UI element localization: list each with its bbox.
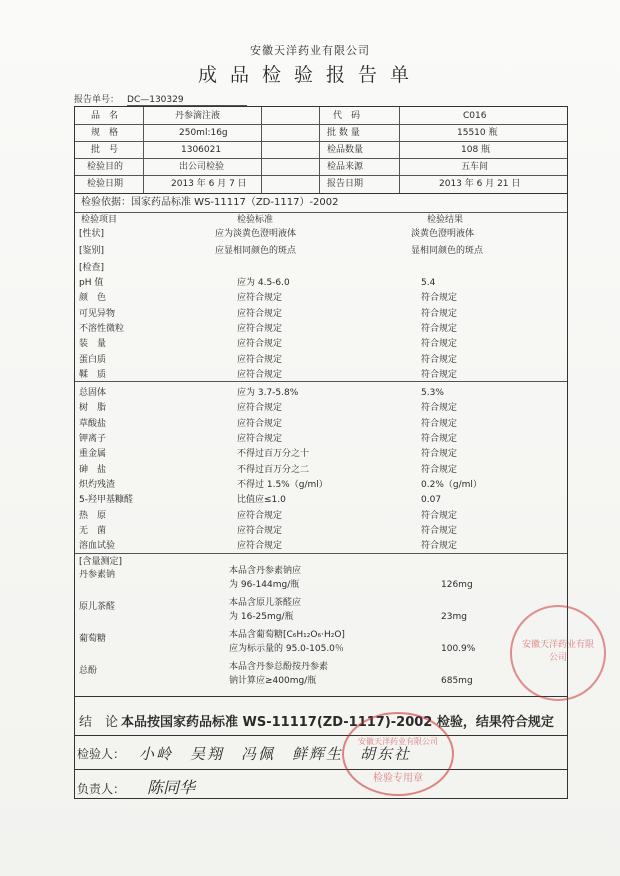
check-standard: 应符合规定 [237,525,283,536]
assay-result: 126mg [441,580,473,590]
assay-standard2: 钠计算应≥400mg/瓶 [229,676,317,686]
assay-result: 685mg [441,676,473,686]
check-result: 符合规定 [421,369,458,380]
section-properties: [性状] [79,229,105,239]
section-assay: [含量测定] [79,557,123,567]
check-standard: 应符合规定 [237,434,283,444]
col-item: 检验项目 [81,215,118,225]
ident-standard: 应显相同颜色的斑点 [215,246,297,256]
check-result: 符合规定 [421,323,458,334]
assay-item: 总酚 [79,666,98,676]
sample-label: 检品数量 [327,145,364,155]
check-item: 炽灼残渣 [79,479,116,490]
check-item: 溶血试验 [79,541,116,552]
check-item: 颜 色 [79,293,107,304]
assay-standard1: 本品含原儿茶醛应 [229,598,302,608]
source-value: 五车间 [461,162,489,172]
section-checks: [检查] [79,263,105,273]
check-item: 砷 盐 [79,464,107,475]
check-result: 符合规定 [421,525,458,536]
batch-label: 批 号 [91,145,119,155]
assay-item: 葡萄糖 [79,634,107,644]
col-result: 检验结果 [427,215,464,225]
check-standard: 不得过百万分之十 [237,449,310,460]
check-item: 树 脂 [79,403,107,414]
check-item: 钾离子 [79,434,107,444]
report-number: 报告单号： DC—130329 [74,92,247,106]
props-standard: 应为淡黄色澄明液体 [215,229,297,239]
company-name: 安徽天洋药业有限公司 [250,44,370,57]
check-item: 5-羟甲基糠醛 [79,495,133,506]
check-standard: 应符合规定 [237,418,283,429]
conclusion-text: 本品按国家药品标准 WS-11117(ZD-1117)-2002 检验，结果符合规定 [121,715,554,730]
inspector-signatures: 小岭 吴翔 冯佩 鲜辉生 胡东社 [139,745,412,763]
inspection-seal: 安徽天洋药业有限公司 检验专用章 [342,712,454,796]
assay-standard1: 本品含丹参总酚按丹参素 [229,662,329,672]
check-result: 符合规定 [421,464,458,475]
check-result: 符合规定 [421,449,458,460]
batch-value: 1306021 [181,145,222,155]
check-standard: 不得过百万分之二 [237,464,310,475]
check-item: 可见异物 [79,308,116,319]
check-result: 符合规定 [421,418,458,429]
check-result: 0.2%（g/ml） [421,479,482,490]
assay-standard2: 为 16-25mg/瓶 [229,612,294,622]
check-item: 总固体 [79,388,107,399]
check-result: 0.07 [421,495,442,506]
check-standard: 比值应≤1.0 [237,495,286,506]
check-item: 蛋白质 [79,354,107,365]
assay-standard1: 本品含葡萄糖[C₆H₁₂O₆·H₂O] [229,630,345,640]
responsible-signature: 陈同华 [147,778,196,797]
check-standard: 应符合规定 [237,510,283,521]
check-result: 5.3% [421,388,444,399]
source-label: 检品来源 [327,162,364,172]
conclusion-label: 结 论 [79,715,119,730]
responsible-label: 负责人： [77,782,126,796]
inspection-basis: 检验依据：国家药品标准 WS-11117（ZD-1117）-2002 [81,197,339,208]
purpose-value: 出公司检验 [179,162,225,172]
spec-label: 规 格 [91,128,119,138]
check-standard: 不得过 1.5%（g/ml） [237,479,328,490]
check-standard: 应符合规定 [237,339,283,350]
qty-label: 批 数 量 [327,128,360,138]
check-standard: 应符合规定 [237,403,283,414]
check-result: 5.4 [421,278,436,288]
report-title: 成品检验报告单 [197,64,422,86]
assay-standard2: 为 96-144mg/瓶 [229,580,300,590]
name-label: 品 名 [91,111,119,121]
assay-result: 100.9% [441,644,476,654]
check-item: 鞣 质 [79,369,107,380]
assay-standard2: 应为标示量的 95.0-105.0％ [229,644,344,654]
check-standard: 应符合规定 [237,308,283,319]
check-result: 符合规定 [421,403,458,414]
assay-item: 原儿茶醛 [79,602,116,612]
purpose-label: 检验目的 [87,162,124,172]
check-item: 不溶性微粒 [79,323,125,334]
assay-result: 23mg [441,612,467,622]
product-name: 丹参滴注液 [175,111,221,121]
code-label: 代 码 [333,111,361,121]
qty-value: 15510 瓶 [457,128,498,138]
assay-standard1: 本品含丹参素钠应 [229,566,302,576]
check-result: 符合规定 [421,308,458,319]
check-result: 符合规定 [421,339,458,350]
check-standard: 应符合规定 [237,323,283,334]
check-item: 热 原 [79,510,107,521]
ident-result: 显相同颜色的斑点 [411,246,484,256]
check-standard: 应符合规定 [237,541,283,552]
report-table [74,106,568,799]
sample-value: 108 瓶 [461,145,491,155]
product-code: C016 [463,111,487,121]
check-standard: 应符合规定 [237,354,283,365]
check-result: 符合规定 [421,510,458,521]
inspector-label: 检验人： [77,747,126,761]
side-seal: 安徽天洋药业有限公司 [510,605,606,701]
report-date-value: 2013 年 6 月 21 日 [439,179,521,189]
date-label: 检验日期 [87,179,124,189]
report-date-label: 报告日期 [327,179,364,189]
check-standard: 应为 3.7-5.8% [237,388,299,399]
section-identification: [鉴别] [79,246,105,256]
check-standard: 应符合规定 [237,293,283,304]
check-result: 符合规定 [421,541,458,552]
assay-item: 丹参素钠 [79,570,116,580]
check-result: 符合规定 [421,434,458,444]
col-standard: 检验标准 [237,215,274,225]
check-standard: 应为 4.5-6.0 [237,278,290,288]
check-item: pH 值 [79,278,104,288]
check-item: 装 量 [79,339,107,350]
spec-value: 250ml:16g [179,128,228,138]
check-result: 符合规定 [421,293,458,304]
check-item: 无 菌 [79,525,107,536]
check-item: 草酸盐 [79,418,107,429]
check-result: 符合规定 [421,354,458,365]
check-standard: 应符合规定 [237,369,283,380]
props-result: 淡黄色澄明液体 [411,229,475,239]
date-value: 2013 年 6 月 7 日 [171,179,247,189]
check-item: 重金属 [79,449,107,460]
